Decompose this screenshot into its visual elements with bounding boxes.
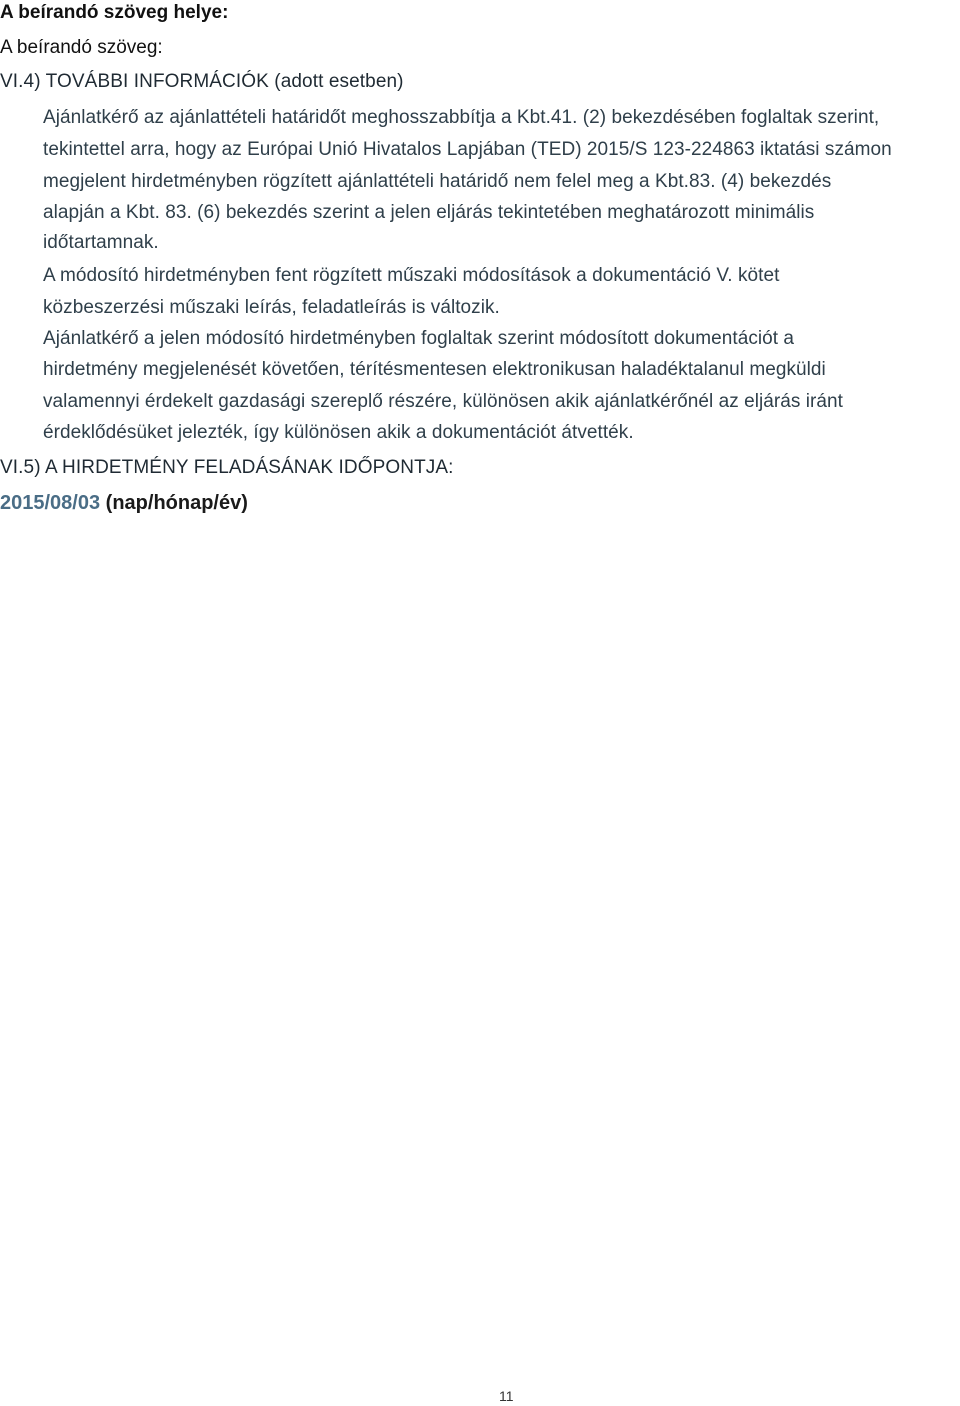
paragraph-line: alapján a Kbt. 83. (6) bekezdés szerint a jelen eljárás tekintetében meghatározott minimális — [43, 202, 815, 223]
paragraph-line: időtartamnak. — [43, 232, 159, 253]
paragraph-line: Ajánlatkérő az ajánlattételi határidőt meghosszabbítja a Kbt.41. (2) bekezdésében foglaltak szerint, — [43, 107, 880, 128]
text-location-label: A beírandó szöveg helye: — [0, 2, 229, 23]
paragraph-line: megjelent hirdetményben rögzített ajánlattételi határidő nem felel meg a Kbt.83. (4) bekezdés — [43, 171, 832, 192]
paragraph-line: tekintettel arra, hogy az Európai Unió Hivatalos Lapjában (TED) 2015/S 123-224863 iktatási számon — [43, 139, 892, 160]
dispatch-date-line — [0, 490, 248, 516]
text-label: A beírandó szöveg: — [0, 37, 163, 58]
section-additional-info-title: VI.4) TOVÁBBI INFORMÁCIÓK (adott esetben) — [0, 71, 404, 92]
paragraph-line: A módosító hirdetményben fent rögzített műszaki módosítások a dokumentáció V. kötet — [43, 265, 780, 286]
dispatch-date-value: 2015/08/03 — [0, 492, 101, 514]
paragraph-line: közbeszerzési műszaki leírás, feladatleírás is változik. — [43, 297, 500, 318]
paragraph-line: valamennyi érdekelt gazdasági szereplő részére, különösen akik ajánlatkérőnél az eljárás iránt — [43, 391, 843, 412]
paragraph-line: hirdetmény megjelenését követően, térítésmentesen elektronikusan haladéktalanul megküldi — [43, 359, 826, 380]
dispatch-date-format: (nap/hónap/év) — [105, 492, 248, 514]
section-dispatch-date-title: VI.5) A HIRDETMÉNY FELADÁSÁNAK IDŐPONTJA: — [0, 457, 454, 478]
paragraph-line: érdeklődésüket jelezték, így különösen akik a dokumentációt átvették. — [43, 422, 634, 443]
page-number: 11 — [499, 1388, 514, 1404]
paragraph-line: Ajánlatkérő a jelen módosító hirdetményben foglaltak szerint módosított dokumentációt a — [43, 328, 795, 349]
